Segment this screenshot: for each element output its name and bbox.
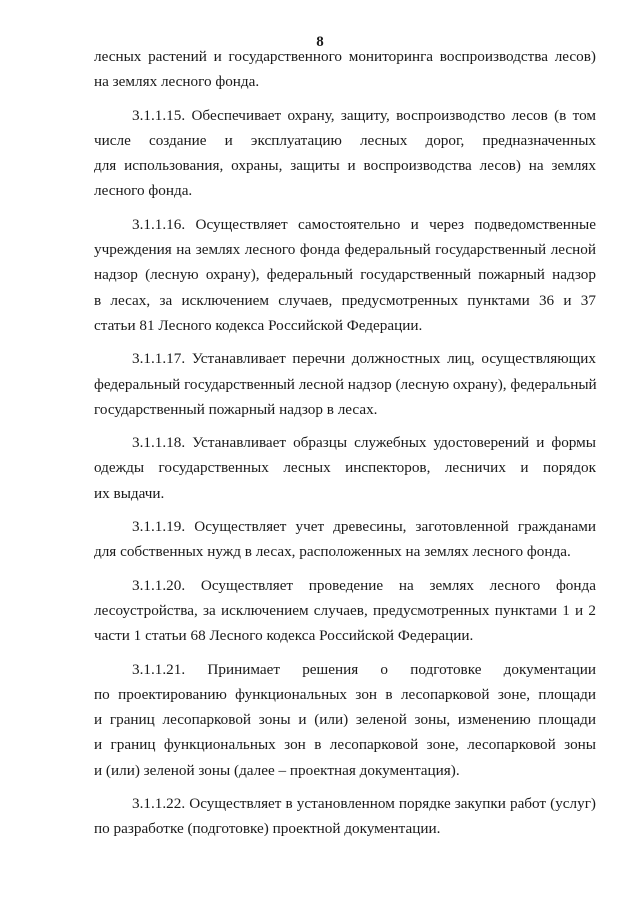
- text-line: для использования, охраны, защиты и воспроизводства лесов) на землях: [94, 157, 596, 175]
- paragraph-p-3-1-1-15: [94, 103, 596, 204]
- text-line: и (или) зеленой зоны (далее – проектная документация).: [94, 761, 460, 779]
- text-line: 3.1.1.16. Осуществляет самостоятельно и через подведомственные: [132, 215, 596, 233]
- text-line: и границ лесопарковой зоны и (или) зеленой зоны, изменению площади: [94, 711, 596, 729]
- text-line: в лесах, за исключением случаев, предусмотренных пунктами 36 и 37: [94, 291, 596, 309]
- paragraph-p-3-1-1-17: [94, 346, 596, 422]
- paragraph-p-3-1-1-22: [94, 791, 596, 842]
- text-line: их выдачи.: [94, 484, 165, 502]
- text-line: государственный пожарный надзор в лесах.: [94, 400, 378, 418]
- paragraph-p-3-1-1-19: [94, 514, 596, 565]
- text-line: лесных растений и государственного мониторинга воспроизводства лесов): [94, 48, 596, 65]
- paragraph-cont: [94, 44, 596, 95]
- text-line: статьи 81 Лесного кодекса Российской Федерации.: [94, 316, 423, 334]
- text-line: федеральный государственный лесной надзор (лесную охрану), федеральный: [94, 375, 597, 393]
- text-line: 3.1.1.21. Принимает решения о подготовке документации: [132, 660, 596, 678]
- text-line: одежды государственных лесных инспекторов, лесничих и порядок: [94, 459, 596, 477]
- text-line: части 1 статьи 68 Лесного кодекса Российской Федерации.: [94, 627, 474, 645]
- text-line: 3.1.1.22. Осуществляет в установленном порядке закупки работ (услуг): [132, 795, 596, 813]
- text-line: учреждения на землях лесного фонда федеральный государственный лесной: [94, 241, 596, 259]
- text-line: 3.1.1.17. Устанавливает перечни должностных лиц, осуществляющих: [132, 350, 596, 368]
- text-line: 3.1.1.18. Устанавливает образцы служебных удостоверений и формы: [132, 434, 596, 452]
- document-body: [94, 44, 596, 850]
- text-line: по проектированию функциональных зон в лесопарковой зоне, площади: [94, 685, 596, 703]
- text-line: на землях лесного фонда.: [94, 73, 260, 91]
- text-line: лесоустройства, за исключением случаев, предусмотренных пунктами 1 и 2: [94, 601, 596, 619]
- paragraph-p-3-1-1-16: [94, 212, 596, 338]
- text-line: по разработке (подготовке) проектной документации.: [94, 820, 441, 838]
- text-line: и границ функциональных зон в лесопарковой зоне, лесопарковой зоны: [94, 736, 596, 754]
- page-number: 8: [316, 34, 324, 50]
- text-line: лесного фонда.: [94, 182, 193, 200]
- text-line: числе создание и эксплуатацию лесных дорог, предназначенных: [94, 131, 596, 149]
- paragraph-p-3-1-1-18: [94, 430, 596, 506]
- text-line: 3.1.1.15. Обеспечивает охрану, защиту, воспроизводство лесов (в том: [132, 106, 596, 124]
- text-line: надзор (лесную охрану), федеральный государственный пожарный надзор: [94, 266, 596, 284]
- text-line: 3.1.1.19. Осуществляет учет древесины, заготовленной гражданами: [132, 518, 596, 536]
- text-line: 3.1.1.20. Осуществляет проведение на землях лесного фонда: [132, 576, 596, 594]
- paragraph-p-3-1-1-21: [94, 657, 596, 783]
- paragraph-p-3-1-1-20: [94, 573, 596, 649]
- text-line: для собственных нужд в лесах, расположенных на землях лесного фонда.: [94, 543, 571, 561]
